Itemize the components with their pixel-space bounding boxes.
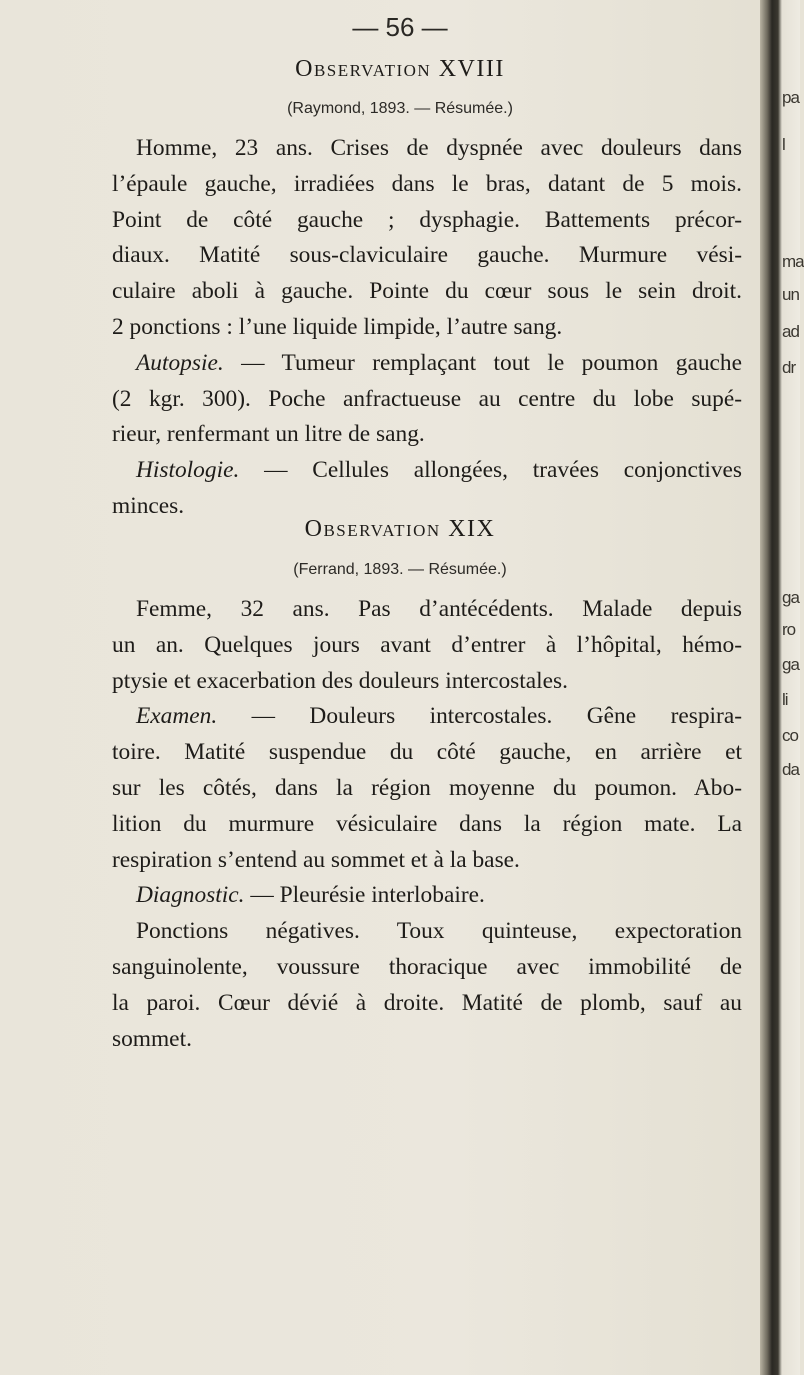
page-number: — 56 — [352, 12, 448, 42]
text-line: lition du murmure vésiculaire dans la région mate. La [112, 810, 742, 837]
edge-fragment: un [782, 285, 799, 304]
edge-fragment: ro [782, 620, 796, 639]
examen-text: — Douleurs intercostales. Gêne respira- [217, 703, 742, 730]
text-line [112, 453, 742, 489]
text-line [112, 699, 742, 735]
text-line: (2 kgr. 300). Poche anfractueuse au centre du lobe supé- [112, 385, 742, 412]
text-line: diaux. Matité sous-claviculaire gauche. Murmure vési- [112, 242, 742, 269]
edge-fragment: ga [782, 655, 799, 674]
text-line: l’épaule gauche, irradiées dans le bras, datant de 5 mois. [112, 170, 742, 197]
edge-fragment: pa [782, 88, 799, 107]
histologie-label: Histologie. [136, 457, 240, 484]
text-line: sommet. [112, 1025, 192, 1052]
edge-fragment: da [782, 760, 799, 779]
text-line: Homme, 23 ans. Crises de dyspnée avec douleurs dans [136, 135, 742, 161]
autopsie-text: — Tumeur remplaçant tout le poumon gauche [223, 349, 742, 376]
book-gutter [760, 0, 800, 1375]
text-line: Ponctions négatives. Toux quinteuse, expectoration [136, 918, 742, 945]
observation-19-source: (Ferrand, 1893. — Résumée.) [293, 561, 507, 578]
examen-label: Examen. [136, 703, 218, 730]
text-line: sanguinolente, voussure thoracique avec immobilité de [112, 953, 742, 980]
edge-fragment: dr [782, 358, 796, 377]
text-line: Point de côté gauche ; dysphagie. Battements précor- [112, 206, 742, 233]
autopsie-label: Autopsie. [136, 349, 224, 376]
text-line [112, 878, 742, 914]
text-line: Femme, 32 ans. Pas d’antécédents. Malade depuis [136, 596, 742, 622]
observation-18-body [112, 131, 742, 525]
text-line: respiration s’entend au sommet et à la base. [112, 846, 520, 873]
edge-fragment: li [782, 690, 788, 709]
edge-fragment: ad [782, 322, 799, 341]
observation-19-title: Observation XIX [304, 516, 496, 542]
text-line: sur les côtés, dans la région moyenne du poumon. Abo- [112, 774, 742, 801]
text-line: toire. Matité suspendue du côté gauche, en arrière et [112, 739, 742, 766]
text-line: 2 ponctions : l’une liquide limpide, l’autre sang. [112, 313, 563, 340]
text-line: minces. [112, 492, 185, 519]
diagnostic-text: — Pleurésie interlobaire. [244, 882, 485, 909]
observation-18-source: (Raymond, 1893. — Résumée.) [287, 100, 513, 117]
text-line: culaire aboli à gauche. Pointe du cœur sous le sein droit. [112, 278, 742, 305]
text-line: ptysie et exacerbation des douleurs intercostales. [112, 667, 568, 694]
text-line: un an. Quelques jours avant d’entrer à l’hôpital, hémo- [112, 631, 742, 658]
edge-fragment: l [782, 135, 785, 154]
edge-fragment: co [782, 726, 798, 745]
diagnostic-label: Diagnostic. [136, 882, 245, 909]
edge-fragment: ma [782, 252, 804, 271]
text-line: la paroi. Cœur dévié à droite. Matité de plomb, sauf au [112, 989, 742, 1016]
histologie-text: — Cellules allongées, travées conjonctives [239, 457, 742, 484]
text-line [112, 346, 742, 382]
observation-18-title: Observation XVIII [295, 56, 505, 82]
text-line: rieur, renfermant un litre de sang. [112, 421, 425, 448]
edge-fragment: ga [782, 588, 799, 607]
observation-19-body [112, 592, 742, 1057]
